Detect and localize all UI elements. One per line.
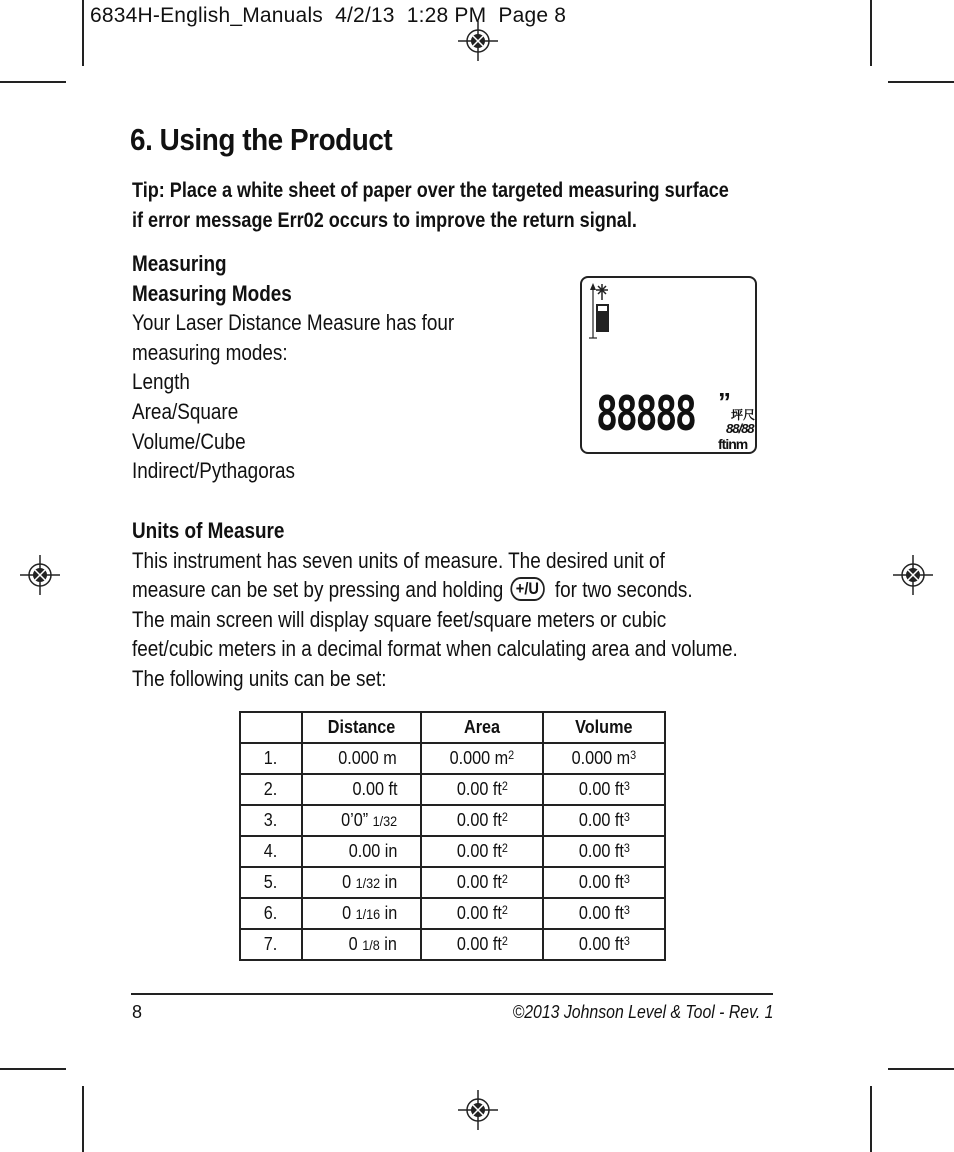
volume-main: 0.00 ft <box>578 810 624 830</box>
distance-value <box>349 934 397 955</box>
crop-mark <box>0 1068 66 1070</box>
section-title: 6. Using the Product <box>130 122 393 157</box>
area-main: 0.000 m <box>449 748 509 768</box>
area-exponent: 2 <box>501 810 508 824</box>
row-number <box>240 929 302 960</box>
crop-mark <box>870 0 872 66</box>
tip-text: Tip: Place a white sheet of paper over the targeted measuring surface if error message Err02 occurs to improve the return signal. <box>132 179 729 232</box>
crop-mark <box>0 81 66 83</box>
crop-mark <box>82 1086 84 1152</box>
plus-units-key-icon <box>510 577 544 601</box>
row-number <box>240 867 302 898</box>
area-value <box>456 903 507 924</box>
row-number-text: 1. <box>264 748 278 768</box>
table-row <box>240 929 665 960</box>
lcd-fraction: 88/88 <box>726 421 754 436</box>
area-value <box>456 841 507 862</box>
volume-exponent: 3 <box>623 841 630 855</box>
volume-exponent: 3 <box>623 810 630 824</box>
row-number-text: 2. <box>264 779 278 799</box>
distance-main: 0.00 ft <box>352 779 398 799</box>
crop-mark <box>870 1086 872 1152</box>
mode-item: Indirect/Pythagoras <box>132 458 296 484</box>
distance-cell <box>302 836 421 867</box>
table-header-cell <box>421 712 543 743</box>
measuring-modes-heading: Measuring Modes <box>132 280 292 306</box>
footer-rule <box>131 993 773 995</box>
mode-item: Area/Square <box>132 398 239 424</box>
units-table-body <box>240 743 665 960</box>
distance-suffix: in <box>384 872 397 892</box>
area-main: 0.00 ft <box>456 810 502 830</box>
crop-mark <box>82 0 84 66</box>
volume-main: 0.00 ft <box>578 841 624 861</box>
volume-exponent: 3 <box>623 903 630 917</box>
registration-mark-icon <box>458 21 498 61</box>
area-cell <box>421 929 543 960</box>
distance-value <box>341 810 397 831</box>
table-row <box>240 805 665 836</box>
units-paragraph-line: The main screen will display square feet/square meters or cubic <box>132 606 667 632</box>
distance-fraction: 1/32 <box>372 813 397 829</box>
volume-cell <box>543 774 665 805</box>
registration-mark-icon <box>893 555 933 595</box>
volume-exponent: 3 <box>623 872 630 886</box>
units-paragraph-line: The following units can be set: <box>132 665 387 691</box>
volume-value <box>572 748 637 769</box>
distance-fraction: 1/16 <box>355 906 380 922</box>
area-exponent: 2 <box>508 748 515 762</box>
distance-suffix: in <box>384 934 398 954</box>
registration-mark-icon <box>20 555 60 595</box>
distance-suffix: in <box>384 903 397 923</box>
area-exponent: 2 <box>501 779 508 793</box>
volume-cell <box>543 867 665 898</box>
area-cell <box>421 867 543 898</box>
area-exponent: 2 <box>501 872 508 886</box>
row-number <box>240 774 302 805</box>
table-row <box>240 774 665 805</box>
units-line-text: for two seconds. <box>554 577 693 603</box>
lcd-inch-mark: ” <box>718 387 731 417</box>
area-exponent: 2 <box>501 841 508 855</box>
header-volume: Volume <box>575 717 633 737</box>
distance-cell <box>302 898 421 929</box>
units-paragraph-line <box>132 575 738 605</box>
volume-main: 0.00 ft <box>578 934 624 954</box>
volume-value <box>578 872 629 893</box>
crop-mark <box>888 81 954 83</box>
row-number-text: 4. <box>264 841 278 861</box>
header-distance: Distance <box>327 717 396 737</box>
row-number <box>240 743 302 774</box>
page-number: 8 <box>132 1002 143 1022</box>
area-value <box>456 872 507 893</box>
area-main: 0.00 ft <box>456 841 502 861</box>
area-main: 0.00 ft <box>456 779 502 799</box>
distance-main: 0’0” <box>340 810 368 830</box>
distance-value <box>338 748 397 769</box>
lcd-reference-icon <box>584 280 614 340</box>
volume-cell <box>543 898 665 929</box>
print-slug: 6834H-English_Manuals 4/2/13 1:28 PM Page 8 <box>90 4 567 27</box>
distance-main: 0 <box>341 872 351 892</box>
area-value <box>450 748 515 769</box>
volume-value <box>578 810 629 831</box>
distance-main: 0.000 m <box>338 748 397 768</box>
distance-cell <box>302 774 421 805</box>
lcd-display <box>580 276 757 454</box>
volume-exponent: 3 <box>623 779 630 793</box>
row-number <box>240 805 302 836</box>
distance-value <box>342 872 397 893</box>
table-header-cell <box>543 712 665 743</box>
crop-mark <box>888 1068 954 1070</box>
units-heading: Units of Measure <box>132 518 285 543</box>
row-number-text: 7. <box>264 934 278 954</box>
area-main: 0.00 ft <box>456 872 502 892</box>
area-value <box>456 779 507 800</box>
distance-main: 0.00 in <box>348 841 398 861</box>
header-area: Area <box>463 717 501 737</box>
volume-cell <box>543 836 665 867</box>
area-cell <box>421 743 543 774</box>
lcd-digits: 88888 <box>596 387 695 442</box>
units-line-text: measure can be set by pressing and holding <box>132 577 504 603</box>
table-row <box>240 898 665 929</box>
area-main: 0.00 ft <box>456 903 502 923</box>
mode-item: Volume/Cube <box>132 428 246 454</box>
distance-main: 0 <box>349 934 359 954</box>
distance-main: 0 <box>341 903 351 923</box>
row-number-text: 6. <box>264 903 278 923</box>
volume-value <box>578 934 629 955</box>
lcd-unit-glyphs: 坪尺 <box>731 408 756 422</box>
row-number <box>240 898 302 929</box>
area-exponent: 2 <box>501 903 508 917</box>
units-section <box>132 516 738 694</box>
area-cell <box>421 805 543 836</box>
area-main: 0.00 ft <box>456 934 502 954</box>
table-row <box>240 836 665 867</box>
area-value <box>456 810 507 831</box>
units-table <box>239 711 666 961</box>
distance-value <box>349 841 398 862</box>
distance-cell <box>302 929 421 960</box>
measuring-intro: measuring modes: <box>132 339 288 365</box>
volume-main: 0.000 m <box>571 748 631 768</box>
area-cell <box>421 898 543 929</box>
mode-item: Length <box>132 369 190 395</box>
table-row <box>240 743 665 774</box>
volume-main: 0.00 ft <box>578 779 624 799</box>
volume-main: 0.00 ft <box>578 872 624 892</box>
measuring-section <box>132 249 454 486</box>
volume-cell <box>543 743 665 774</box>
area-cell <box>421 774 543 805</box>
volume-cell <box>543 929 665 960</box>
table-header-cell <box>302 712 421 743</box>
measuring-heading: Measuring <box>132 251 227 276</box>
units-paragraph-line: feet/cubic meters in a decimal format when calculating area and volume. <box>132 636 738 662</box>
units-paragraph-line: This instrument has seven units of measure. The desired unit of <box>132 547 665 573</box>
distance-cell <box>302 743 421 774</box>
distance-fraction: 1/32 <box>355 875 380 891</box>
row-number <box>240 836 302 867</box>
distance-value <box>342 903 397 924</box>
area-exponent: 2 <box>501 934 508 948</box>
volume-value <box>578 841 629 862</box>
table-header-cell <box>240 712 302 743</box>
table-row <box>240 867 665 898</box>
lcd-units: ftinm <box>718 436 748 452</box>
row-number-text: 5. <box>264 872 278 892</box>
volume-exponent: 3 <box>630 748 637 762</box>
copyright-notice: ©2013 Johnson Level & Tool - Rev. 1 <box>512 1002 773 1022</box>
registration-mark-icon <box>458 1090 498 1130</box>
volume-cell <box>543 805 665 836</box>
distance-cell <box>302 867 421 898</box>
volume-main: 0.00 ft <box>578 903 624 923</box>
plus-units-key-label: +/U <box>515 579 539 599</box>
distance-fraction: 1/8 <box>362 937 381 953</box>
measuring-intro: Your Laser Distance Measure has four <box>132 310 455 336</box>
volume-exponent: 3 <box>623 934 630 948</box>
area-cell <box>421 836 543 867</box>
volume-value <box>578 779 629 800</box>
distance-value <box>352 779 397 800</box>
volume-value <box>578 903 629 924</box>
area-value <box>456 934 507 955</box>
row-number-text: 3. <box>264 810 278 830</box>
table-header-row <box>240 712 665 743</box>
distance-cell <box>302 805 421 836</box>
